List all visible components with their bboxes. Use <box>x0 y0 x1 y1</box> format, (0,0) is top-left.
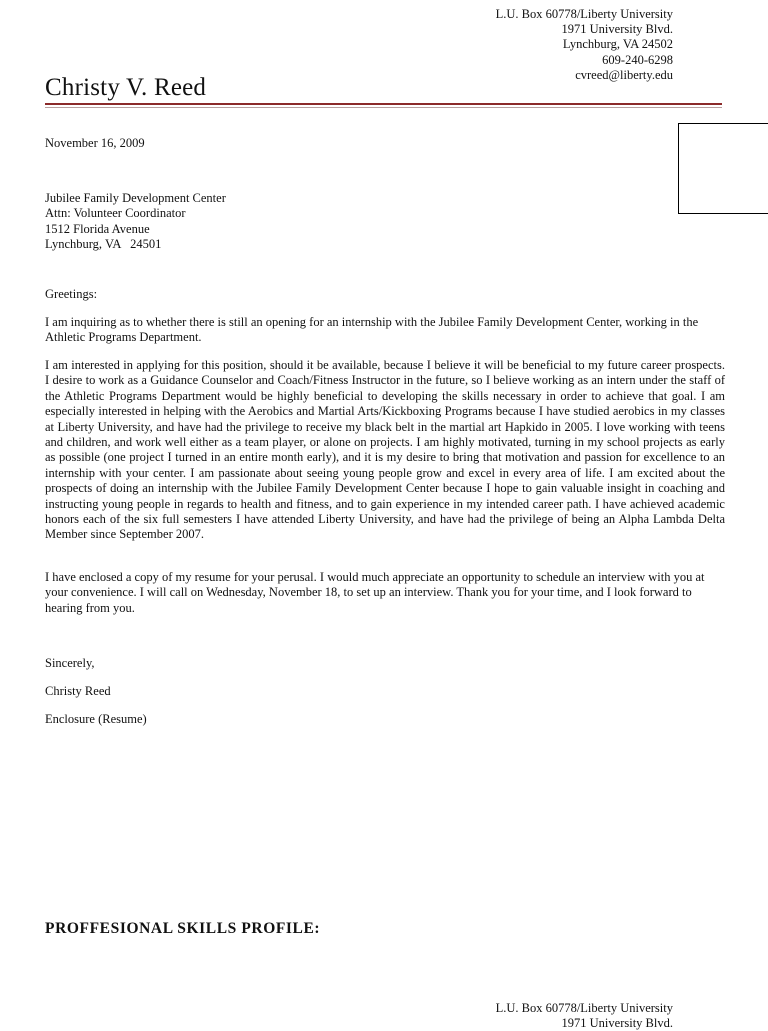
closing: Sincerely, <box>45 656 95 670</box>
address-line: 1971 University Blvd. <box>561 1016 673 1031</box>
recipient-line: Lynchburg, VA 24501 <box>45 237 162 252</box>
salutation: Greetings: <box>45 287 98 301</box>
address-line: L.U. Box 60778/Liberty University <box>495 1001 673 1015</box>
footer-address <box>496 1001 673 1031</box>
body-paragraph: I have enclosed a copy of my resume for your perusal. I would much appreciate an opportunity to schedule an interview with you at your convenience. I will call on Wednesday, November 18, to set up an interview. Thank you for your time, and I look forward to hearing from you. <box>45 570 705 615</box>
sender-address <box>496 7 673 83</box>
header-rule <box>45 103 722 105</box>
email-line: cvreed@liberty.edu <box>575 67 673 82</box>
header-rule-thin <box>45 107 722 108</box>
address-line: Lynchburg, VA 24502 <box>562 37 673 52</box>
body-paragraph: I am inquiring as to whether there is still an opening for an internship with the Jubilee Family Development Center, working in the Athletic Programs Department. <box>45 315 699 345</box>
section-heading: PROFFESIONAL SKILLS PROFILE: <box>45 920 321 937</box>
recipient-address <box>45 191 725 253</box>
recipient-line: Jubilee Family Development Center <box>45 191 226 205</box>
recipient-line: Attn: Volunteer Coordinator <box>45 206 186 221</box>
body-paragraph: I am interested in applying for this position, should it be available, because I believe it will be beneficial to my future career prospects. I desire to work as a Guidance Counselor and Coach/Fitness Instructor in the future, so I believe working as an intern under the staff of the Athletic Programs Department would be highly beneficial to developing the skills necessary in order to achieve that goal. I am especially interested in helping with the Aerobics and Martial Arts/Kickboxing Programs because I have studied aerobics in my classes at Liberty University, and have had the privilege to receive my black belt in the martial art Hapkido in 2005. I love working with teens and children, and work well either as a team player, or alone on projects. I am highly motivated, turning in my school projects as early as possible (one project I turned in an entire month early), and it is my desire to bring that motivation and passion for excellence to an internship with your center. I am passionate about seeing young people grow and excel in every area of life. I am excited about the prospects of doing an internship with the Jubilee Family Development Center because I hope to gain valuable insight in coaching and instructing young people in regards to health and fitness, and to gain experience in my intended career path. I have achieved academic honors each of the six full semesters I have attended Liberty University, and have had the privilege of being an Alpha Lambda Delta Member since September 2007. <box>45 358 725 542</box>
recipient-line: 1512 Florida Avenue <box>45 221 150 236</box>
phone-line: 609-240-6298 <box>602 52 673 67</box>
address-line: 1971 University Blvd. <box>561 22 673 37</box>
signature: Christy Reed <box>45 684 111 698</box>
address-line: L.U. Box 60778/Liberty University <box>495 7 673 21</box>
sender-name: Christy V. Reed <box>45 74 207 101</box>
enclosure-note: Enclosure (Resume) <box>45 712 147 726</box>
letter-date: November 16, 2009 <box>45 136 145 150</box>
